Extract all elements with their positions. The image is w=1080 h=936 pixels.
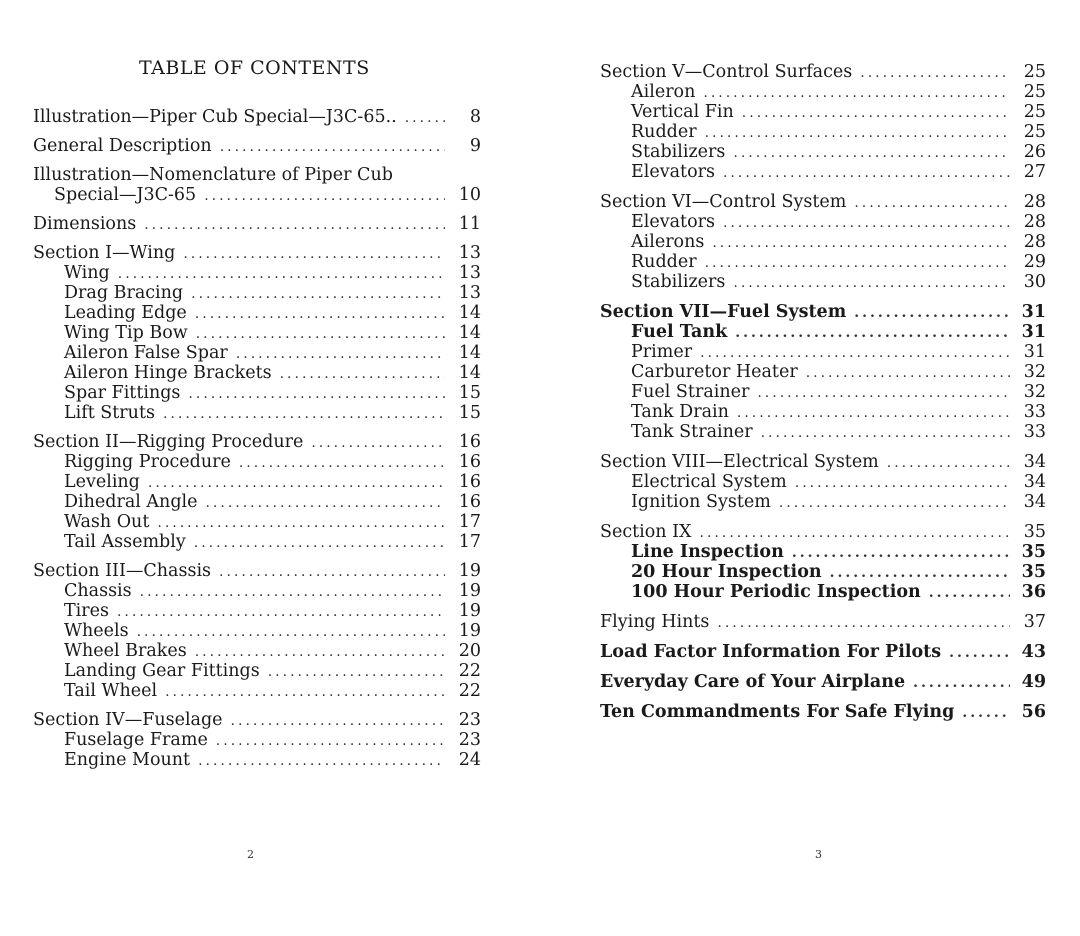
toc-entry-page: 29: [1023, 252, 1046, 272]
toc-group-nomenclature: [33, 165, 481, 205]
toc-group-ten-commandments: [600, 702, 1046, 722]
dot-leader: [183, 244, 445, 264]
dot-leader: [712, 233, 1010, 253]
toc-entry-page: 16: [458, 432, 481, 452]
toc-entry[interactable]: [600, 452, 1046, 472]
toc-entry-title: Fuselage Frame: [64, 730, 208, 750]
toc-entry-title: Ignition System: [631, 492, 771, 512]
toc-entry-page: 25: [1023, 102, 1046, 122]
toc-entry-title: Flying Hints: [600, 612, 710, 632]
toc-entry-page: 35: [1021, 542, 1046, 562]
dot-leader: [216, 731, 445, 751]
toc-entry[interactable]: [33, 661, 481, 681]
toc-entry-title: Tank Drain: [631, 402, 729, 422]
toc-entry[interactable]: [33, 165, 481, 185]
toc-entry-title: Rudder: [631, 252, 697, 272]
toc-group-section-5: [600, 62, 1046, 182]
toc-entry[interactable]: [600, 642, 1046, 662]
toc-entry-title: Chassis: [64, 581, 132, 601]
toc-entry-title: Section III—Chassis: [33, 561, 212, 581]
toc-entry[interactable]: [33, 601, 481, 621]
toc-entry-title: Ailerons: [631, 232, 705, 252]
toc-entry-page: 14: [458, 323, 481, 343]
toc-entry-page: 17: [458, 512, 481, 532]
toc-entry-page: 19: [458, 561, 481, 581]
toc-entry-page: 34: [1023, 452, 1046, 472]
toc-group-section-2: [33, 432, 481, 552]
toc-entry[interactable]: [33, 214, 481, 234]
toc-entry[interactable]: [600, 382, 1046, 402]
toc-entry[interactable]: [600, 272, 1046, 292]
toc-entry-title: Stabilizers: [631, 272, 726, 292]
toc-entry-page: 23: [458, 730, 481, 750]
toc-entry-page: 33: [1023, 402, 1046, 422]
toc-entry-page: 56: [1021, 702, 1046, 722]
toc-group-section-7: [600, 302, 1046, 442]
toc-entry-title: Aileron False Spar: [64, 343, 228, 363]
toc-entry[interactable]: [33, 432, 481, 452]
dot-leader: [219, 562, 445, 582]
toc-entry[interactable]: [600, 62, 1046, 82]
toc-entry-page: 22: [458, 661, 481, 681]
toc-group-section-3: [33, 561, 481, 701]
toc-entry[interactable]: [33, 323, 481, 343]
dot-leader: [188, 384, 445, 404]
toc-entry-page: 25: [1023, 82, 1046, 102]
dot-leader: [405, 108, 445, 128]
toc-entry-page: 15: [458, 383, 481, 403]
toc-entry-page: 31: [1021, 302, 1046, 322]
right-page: [540, 0, 1080, 936]
toc-entry[interactable]: [33, 185, 481, 205]
toc-entry-page: 19: [458, 621, 481, 641]
toc-entry-page: 34: [1023, 492, 1046, 512]
toc-entry[interactable]: [33, 750, 481, 770]
toc-entry-page: 28: [1023, 232, 1046, 252]
toc-entry[interactable]: [600, 702, 1046, 722]
toc-group-section-4: [33, 710, 481, 770]
toc-entry-page: 10: [458, 185, 481, 205]
toc-entry[interactable]: [33, 452, 481, 472]
toc-entry-page: 16: [458, 492, 481, 512]
toc-entry-title: Ten Commandments For Safe Flying: [600, 702, 955, 722]
dot-leader: [204, 186, 445, 206]
dot-leader: [700, 343, 1010, 363]
toc-entry-title: Special—J3C-65: [54, 185, 197, 205]
page-number: 3: [815, 848, 822, 861]
toc-entry[interactable]: [600, 232, 1046, 252]
toc-entry-title: Stabilizers: [631, 142, 726, 162]
toc-entry[interactable]: [33, 730, 481, 750]
dot-leader: [929, 583, 1010, 603]
toc-entry-title: Primer: [631, 342, 693, 362]
toc-entry-page: 14: [458, 303, 481, 323]
toc-entry[interactable]: [600, 302, 1046, 322]
dot-leader: [913, 673, 1010, 693]
toc-entry-title: Wing Tip Bow: [64, 323, 188, 343]
dot-leader: [962, 703, 1010, 723]
toc-entry-page: 32: [1023, 362, 1046, 382]
dot-leader: [280, 364, 445, 384]
toc-entry-title: Aileron Hinge Brackets: [64, 363, 272, 383]
toc-entry-title: Section I—Wing: [33, 243, 176, 263]
toc-entry[interactable]: [33, 243, 481, 263]
toc-entry-page: 26: [1023, 142, 1046, 162]
toc-entry-title: Vertical Fin: [631, 102, 734, 122]
toc-entry-title: Lift Struts: [64, 403, 155, 423]
dot-leader: [163, 404, 445, 424]
dot-leader: [118, 264, 445, 284]
toc-entry-title: Elevators: [631, 162, 715, 182]
toc-entry-title: Elevators: [631, 212, 715, 232]
toc-entry[interactable]: [600, 492, 1046, 512]
toc-entry-title: Rigging Procedure: [64, 452, 231, 472]
dot-leader: [887, 453, 1010, 473]
toc-entry[interactable]: [33, 681, 481, 701]
toc-entry-title: Section VIII—Electrical System: [600, 452, 879, 472]
toc-entry-title: Line Inspection: [631, 542, 784, 562]
toc-entry-page: 25: [1023, 122, 1046, 142]
dot-leader: [220, 137, 445, 157]
dot-leader: [733, 273, 1010, 293]
toc-group-section-8: [600, 452, 1046, 512]
toc-entry[interactable]: [600, 82, 1046, 102]
toc-entry[interactable]: [33, 581, 481, 601]
toc-entry[interactable]: [33, 136, 481, 156]
toc-group-load-factor: [600, 642, 1046, 662]
toc-group-section-9: [600, 522, 1046, 602]
toc-group-flying-hints: [600, 612, 1046, 632]
dot-leader: [140, 582, 445, 602]
toc-entry-title: Section VII—Fuel System: [600, 302, 847, 322]
dot-leader: [239, 453, 445, 473]
toc-entry-page: 25: [1023, 62, 1046, 82]
toc-entry-title: Tail Wheel: [64, 681, 158, 701]
toc-entry[interactable]: [600, 162, 1046, 182]
dot-leader: [311, 433, 445, 453]
toc-entry-title: Tank Strainer: [631, 422, 753, 442]
dot-leader: [157, 513, 445, 533]
dot-leader: [205, 493, 445, 513]
toc-entry-page: 35: [1021, 562, 1046, 582]
toc-entry-page: 14: [458, 363, 481, 383]
toc-entry-title: Engine Mount: [64, 750, 191, 770]
toc-entry-title: Tires: [64, 601, 109, 621]
toc-entry-title: Section V—Control Surfaces: [600, 62, 853, 82]
toc-entry-page: 17: [458, 532, 481, 552]
dot-leader: [854, 303, 1010, 323]
toc-entry-page: 28: [1023, 212, 1046, 232]
toc-entry[interactable]: [33, 107, 481, 127]
toc-entry-title: Dihedral Angle: [64, 492, 198, 512]
toc-entry-page: 8: [469, 107, 481, 127]
toc-entry[interactable]: [33, 343, 481, 363]
toc-entry-page: 22: [458, 681, 481, 701]
toc-entry-title: Wing: [64, 263, 110, 283]
dot-leader: [196, 324, 445, 344]
toc-entry-page: 16: [458, 452, 481, 472]
toc-entry-page: 35: [1023, 522, 1046, 542]
toc-entry-title: Electrical System: [631, 472, 787, 492]
toc-entry[interactable]: [33, 283, 481, 303]
page-number: 2: [247, 848, 254, 861]
toc-entry[interactable]: [600, 612, 1046, 632]
toc-group-general: [33, 136, 481, 156]
dot-leader: [737, 403, 1010, 423]
toc-entry-page: 19: [458, 601, 481, 621]
toc-entry[interactable]: [600, 542, 1046, 562]
toc-group-everyday-care: [600, 672, 1046, 692]
toc-entry-page: 11: [458, 214, 481, 234]
toc-entry-title: 20 Hour Inspection: [631, 562, 822, 582]
toc-entry-page: 9: [469, 136, 481, 156]
toc-entry-page: 13: [458, 243, 481, 263]
toc-entry[interactable]: [600, 472, 1046, 492]
dot-leader: [742, 103, 1010, 123]
toc-group-illustration: [33, 107, 481, 127]
dot-leader: [198, 751, 445, 771]
toc-entry[interactable]: [600, 422, 1046, 442]
toc-entry-title: Rudder: [631, 122, 697, 142]
dot-leader: [733, 143, 1010, 163]
toc-entry-page: 33: [1023, 422, 1046, 442]
toc-entry[interactable]: [600, 672, 1046, 692]
toc-entry-page: 19: [458, 581, 481, 601]
toc-entry[interactable]: [33, 403, 481, 423]
toc-entry[interactable]: [33, 512, 481, 532]
dot-leader: [268, 662, 445, 682]
right-toc-list: [600, 62, 1046, 732]
toc-entry-title: Load Factor Information For Pilots: [600, 642, 942, 662]
dot-leader: [195, 304, 445, 324]
toc-entry[interactable]: [600, 522, 1046, 542]
toc-entry-page: 13: [458, 283, 481, 303]
toc-entry-title: Wheels: [64, 621, 129, 641]
toc-entry-title: Leading Edge: [64, 303, 187, 323]
toc-entry-title: Carburetor Heater: [631, 362, 798, 382]
dot-leader: [723, 213, 1010, 233]
dot-leader: [137, 622, 445, 642]
toc-group-section-1: [33, 243, 481, 423]
toc-entry-title: Section VI—Control System: [600, 192, 847, 212]
toc-entry[interactable]: [600, 562, 1046, 582]
toc-entry-page: 27: [1023, 162, 1046, 182]
toc-entry[interactable]: [600, 582, 1046, 602]
dot-leader: [165, 682, 445, 702]
toc-entry-title: Aileron: [631, 82, 696, 102]
toc-entry-title: Leveling: [64, 472, 140, 492]
toc-entry-title: General Description: [33, 136, 212, 156]
dot-leader: [806, 363, 1010, 383]
dot-leader: [860, 63, 1010, 83]
toc-entry-title: Wash Out: [64, 512, 150, 532]
toc-entry-page: 49: [1021, 672, 1046, 692]
toc-entry-title: Spar Fittings: [64, 383, 181, 403]
toc-entry-page: 23: [458, 710, 481, 730]
dot-leader: [148, 473, 445, 493]
dot-leader: [191, 284, 445, 304]
toc-entry[interactable]: [600, 122, 1046, 142]
toc-entry-title: Section IV—Fuselage: [33, 710, 223, 730]
dot-leader: [792, 543, 1010, 563]
dot-leader: [236, 344, 445, 364]
toc-group-dimensions: [33, 214, 481, 234]
dot-leader: [949, 643, 1010, 663]
toc-entry[interactable]: [600, 142, 1046, 162]
toc-entry-page: 31: [1021, 322, 1046, 342]
toc-entry-page: 36: [1021, 582, 1046, 602]
toc-entry-page: 43: [1021, 642, 1046, 662]
toc-entry[interactable]: [33, 561, 481, 581]
toc-entry[interactable]: [33, 641, 481, 661]
toc-entry-title: Wheel Brakes: [64, 641, 187, 661]
toc-entry[interactable]: [600, 402, 1046, 422]
toc-entry-title: Landing Gear Fittings: [64, 661, 260, 681]
left-toc-list: [33, 107, 481, 779]
toc-entry-page: 31: [1023, 342, 1046, 362]
toc-entry-page: 32: [1023, 382, 1046, 402]
toc-entry-page: 30: [1023, 272, 1046, 292]
toc-entry[interactable]: [33, 383, 481, 403]
toc-entry-page: 24: [458, 750, 481, 770]
toc-entry-title: Tail Assembly: [64, 532, 186, 552]
toc-entry-page: 28: [1023, 192, 1046, 212]
dot-leader: [705, 253, 1010, 273]
dot-leader: [795, 473, 1010, 493]
toc-entry[interactable]: [600, 102, 1046, 122]
toc-entry[interactable]: [600, 192, 1046, 212]
toc-entry-title: 100 Hour Periodic Inspection: [631, 582, 921, 602]
dot-leader: [195, 642, 445, 662]
toc-heading: TABLE OF CONTENTS: [139, 57, 370, 79]
toc-group-section-6: [600, 192, 1046, 292]
toc-entry[interactable]: [600, 322, 1046, 342]
toc-entry-title: Dimensions: [33, 214, 137, 234]
toc-entry-page: 13: [458, 263, 481, 283]
dot-leader: [830, 563, 1010, 583]
toc-entry-title: Illustration—Nomenclature of Piper Cub: [33, 165, 393, 185]
dot-leader: [700, 523, 1010, 543]
toc-entry-page: 34: [1023, 472, 1046, 492]
dot-leader: [854, 193, 1010, 213]
dot-leader: [735, 323, 1010, 343]
toc-entry[interactable]: [33, 532, 481, 552]
toc-entry-title: Section II—Rigging Procedure: [33, 432, 304, 452]
toc-entry-title: Fuel Strainer: [631, 382, 750, 402]
toc-entry-page: 15: [458, 403, 481, 423]
dot-leader: [231, 711, 445, 731]
toc-entry-page: 14: [458, 343, 481, 363]
dot-leader: [761, 423, 1010, 443]
toc-entry[interactable]: [600, 212, 1046, 232]
dot-leader: [194, 533, 445, 553]
dot-leader: [757, 383, 1010, 403]
toc-entry-title: Drag Bracing: [64, 283, 184, 303]
toc-entry-title: Everyday Care of Your Airplane: [600, 672, 906, 692]
toc-entry[interactable]: [33, 472, 481, 492]
dot-leader: [117, 602, 445, 622]
toc-entry[interactable]: [600, 342, 1046, 362]
toc-entry-title: Fuel Tank: [631, 322, 728, 342]
toc-entry[interactable]: [33, 263, 481, 283]
toc-entry[interactable]: [33, 621, 481, 641]
toc-entry[interactable]: [33, 710, 481, 730]
toc-entry-page: 16: [458, 472, 481, 492]
toc-entry[interactable]: [33, 492, 481, 512]
dot-leader: [144, 215, 445, 235]
dot-leader: [705, 123, 1010, 143]
toc-entry-title: Illustration—Piper Cub Special—J3C-65..: [33, 107, 397, 127]
toc-entry[interactable]: [33, 363, 481, 383]
toc-entry[interactable]: [33, 303, 481, 323]
toc-entry-page: 20: [458, 641, 481, 661]
toc-entry[interactable]: [600, 252, 1046, 272]
toc-entry-page: 37: [1023, 612, 1046, 632]
dot-leader: [723, 163, 1010, 183]
toc-entry[interactable]: [600, 362, 1046, 382]
dot-leader: [779, 493, 1010, 513]
dot-leader: [703, 83, 1010, 103]
toc-entry-title: Section IX: [600, 522, 692, 542]
dot-leader: [717, 613, 1010, 633]
